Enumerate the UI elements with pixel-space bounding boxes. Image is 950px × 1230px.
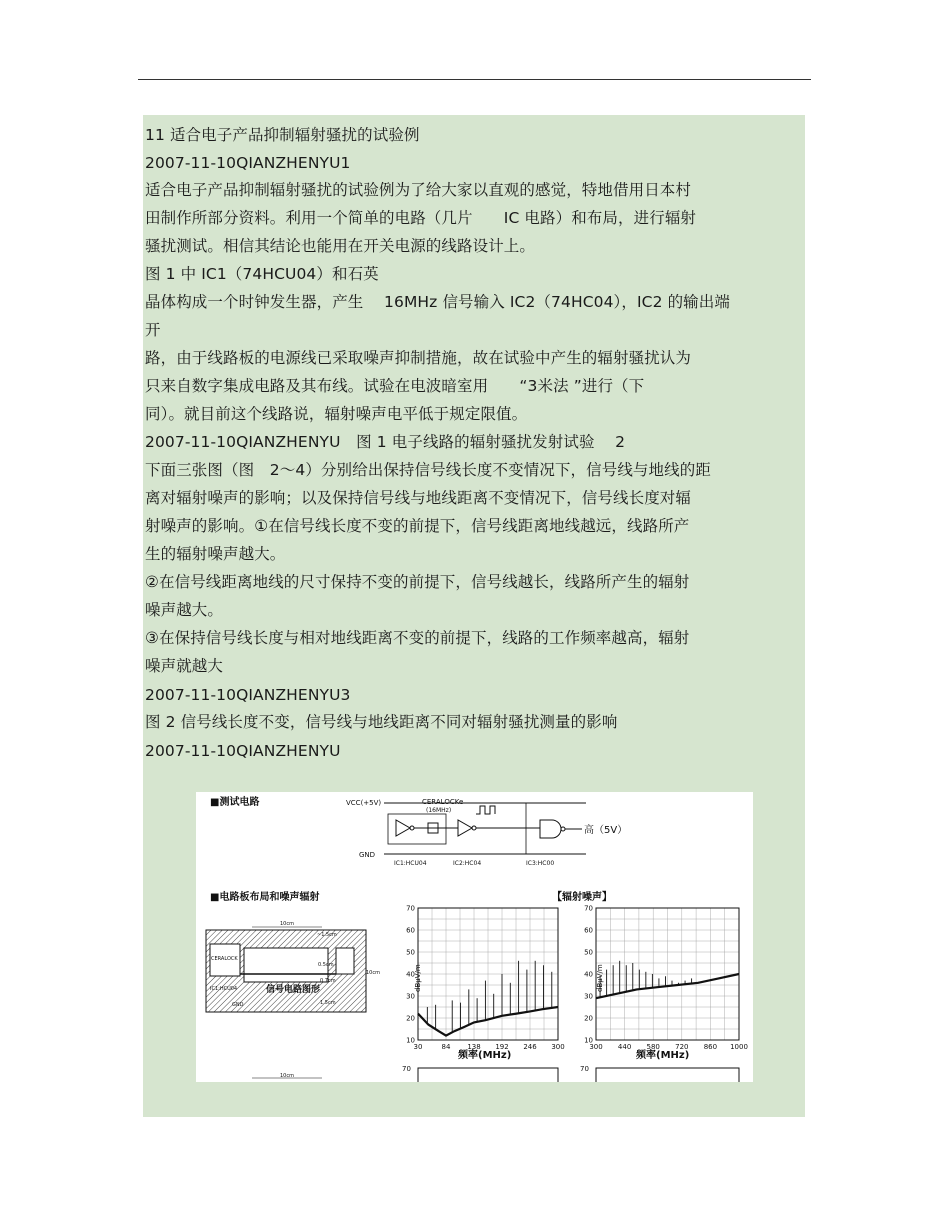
test-circuit-diagram <box>210 795 627 867</box>
text-line: 晶体构成一个时钟发生器，产生 16MHz 信号输入 IC2（74HC04），IC2 的输出端 <box>145 293 730 311</box>
ceralock-freq: (16MHz) <box>426 807 452 814</box>
noise-title: 【辐射噪声】 <box>552 892 612 903</box>
text-line: 2007-11-10QIANZHENYU 图 1 电子线路的辐射骚扰发射试验 2 <box>145 433 626 451</box>
text-line: 图 1 中 IC1（74HCU04）和石英 <box>145 265 379 283</box>
y-tick-label: 40 <box>406 970 415 979</box>
y-tick-label: 20 <box>406 1014 415 1023</box>
output-pad <box>336 948 354 974</box>
x-tick-label: 192 <box>495 1043 509 1051</box>
text-line: 下面三张图（图 2～4）分别给出保持信号线长度不变情况下，信号线与地线的距 <box>145 461 711 479</box>
board-small-4: 1.5cm <box>320 1000 336 1006</box>
y-tick-label: 10 <box>584 1036 593 1045</box>
x-tick-label: 1000 <box>730 1043 748 1051</box>
x-tick-label: 300 <box>551 1043 565 1051</box>
text-line: 田制作所部分资料。利用一个简单的电路（几片 IC 电路）和布局，进行辐射 <box>145 209 697 227</box>
board-gnd: GND <box>232 1002 244 1008</box>
x-tick-label: 720 <box>675 1043 689 1051</box>
text-line: 开 <box>145 321 161 339</box>
x-tick-label: 246 <box>523 1043 537 1051</box>
text-line: 2007-11-10QIANZHENYU1 <box>145 154 351 172</box>
text-line: 离对辐射噪声的影响；以及保持信号线与地线距离不变情况下，信号线长度对辐 <box>145 489 692 507</box>
y-tick-label: 10 <box>406 1036 415 1045</box>
text-line: 噪声越大。 <box>145 601 224 619</box>
y-tick-label: 70 <box>406 904 415 913</box>
article-title: 11 适合电子产品抑制辐射骚扰的试验例 <box>145 126 420 144</box>
ic1-label: IC1:HCU04 <box>394 860 427 867</box>
lower-y-tick-left: 70 <box>402 1065 411 1073</box>
x-tick-label: 300 <box>589 1043 603 1051</box>
y-axis-label-left: dBμV/m <box>414 964 422 992</box>
board-dim-bottom: 10cm <box>280 1073 294 1079</box>
board-label: 信号电路图形 <box>266 985 321 995</box>
y-tick-label: 30 <box>584 992 593 1001</box>
text-line: 骚扰测试。相信其结论也能用在开关电源的线路设计上。 <box>145 237 536 255</box>
board-small-1: ~1.5cm <box>317 932 337 938</box>
noise-chart-30-300mhz <box>406 905 565 1052</box>
y-tick-label: 70 <box>584 904 593 913</box>
lower-chart-frame <box>418 1068 558 1082</box>
text-line: 图 2 信号线长度不变，信号线与地线距离不同对辐射骚扰测量的影响 <box>145 713 618 731</box>
y-tick-label: 50 <box>406 948 415 957</box>
text-line: 射噪声的影响。①在信号线长度不变的前提下，信号线距离地线越远，线路所产 <box>145 517 690 535</box>
square-wave-icon <box>476 806 495 814</box>
ic2-label: IC2:HC04 <box>453 860 482 867</box>
text-line: 适合电子产品抑制辐射骚扰的试验例为了给大家以直观的感觉，特地借用日本村 <box>145 181 692 199</box>
board-small-3: 0.7cm <box>320 978 336 984</box>
output-label: 高（5V） <box>584 825 628 836</box>
vcc-label: VCC(+5V) <box>346 799 382 807</box>
text-line: 2007-11-10QIANZHENYU <box>145 742 341 760</box>
y-tick-label: 30 <box>406 992 415 1001</box>
x-tick-label: 580 <box>646 1043 660 1051</box>
lower-y-tick-right: 70 <box>580 1065 589 1073</box>
x-tick-label: 30 <box>413 1043 423 1051</box>
figure-2 <box>196 792 753 1082</box>
text-line: 只来自数字集成电路及其布线。试验在电波暗室用 “3米法 ”进行（下 <box>145 377 645 395</box>
nand-bubble <box>561 827 565 831</box>
board-ic: IC1:HCU04 <box>210 986 238 992</box>
y-axis-label-right: dBμV/m <box>596 964 604 992</box>
x-tick-label: 440 <box>617 1043 632 1051</box>
layout-title: ■电路板布局和噪声辐射 <box>210 892 320 903</box>
nand-ic3-symbol <box>540 820 561 838</box>
x-tick-label: 84 <box>441 1043 451 1051</box>
signal-area <box>244 948 328 982</box>
text-line: 生的辐射噪声越大。 <box>145 545 286 563</box>
x-tick-label: 860 <box>703 1043 718 1051</box>
text-line: 同）。就目前这个线路说，辐射噪声电平低于规定限值。 <box>145 405 528 423</box>
ic3-label: IC3:HC00 <box>526 860 555 867</box>
text-line: ②在信号线距离地线的尺寸保持不变的前提下，信号线越长，线路所产生的辐射 <box>145 573 690 591</box>
text-line: ③在保持信号线长度与相对地线距离不变的前提下，线路的工作频率越高，辐射 <box>145 629 690 647</box>
oscillator-loop <box>388 814 446 844</box>
y-tick-label: 40 <box>584 970 593 979</box>
lower-charts-partial <box>402 1065 739 1082</box>
lower-chart-frame <box>596 1068 739 1082</box>
inverter-ic2-symbol <box>458 820 472 836</box>
inverter-ic1-symbol <box>396 820 410 836</box>
x-tick-label: 138 <box>467 1043 481 1051</box>
x-axis-label-right: 频率(MHz) <box>636 1050 690 1061</box>
y-tick-label: 60 <box>406 926 415 935</box>
top-rule <box>138 79 811 80</box>
board-small-2: 0.5cm <box>318 962 334 968</box>
y-tick-label: 20 <box>584 1014 593 1023</box>
noise-chart-300-1000mhz <box>584 905 748 1052</box>
ceralock-label: CERALOCKe <box>422 798 464 806</box>
x-axis-label-left: 频率(MHz) <box>458 1050 512 1061</box>
text-line: 路，由于线路板的电源线已采取噪声抑制措施，故在试验中产生的辐射骚扰认为 <box>145 349 692 367</box>
board-layout <box>206 890 380 1079</box>
gnd-label: GND <box>359 851 376 859</box>
board-dim-side: 10cm <box>366 970 380 976</box>
test-circuit-title: ■测试电路 <box>210 797 260 808</box>
board-ceralock: CERALOCK <box>211 956 238 962</box>
y-tick-label: 50 <box>584 948 593 957</box>
text-line: 噪声就越大 <box>145 657 224 675</box>
y-tick-label: 60 <box>584 926 593 935</box>
text-line: 2007-11-10QIANZHENYU3 <box>145 686 351 704</box>
board-dim-top: 10cm <box>280 921 294 927</box>
